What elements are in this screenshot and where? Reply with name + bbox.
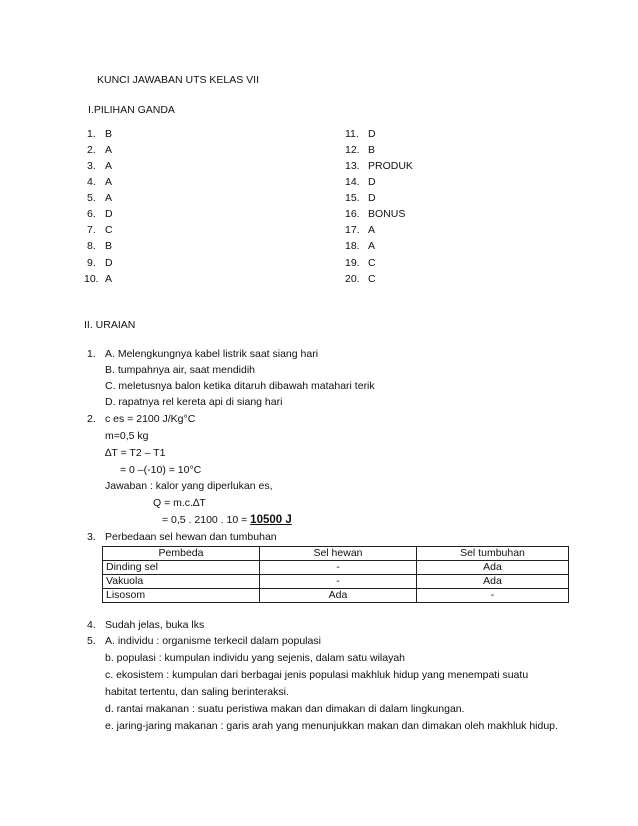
question-number: 1.	[87, 348, 96, 360]
table-header-row	[103, 547, 569, 561]
final-answer: 10500 J	[250, 514, 292, 526]
list-item: A	[368, 224, 376, 236]
list-item: A	[105, 176, 113, 188]
answer-line: Perbedaan sel hewan dan tumbuhan	[105, 531, 277, 543]
question-number: 3.	[87, 531, 96, 543]
list-item: D	[105, 208, 113, 220]
table-header: Sel hewan	[260, 547, 417, 561]
table-cell: Ada	[417, 575, 569, 589]
answer-line: d. rantai makanan : suatu peristiwa makan dan dimakan di dalam lingkungan.	[105, 703, 465, 715]
list-item: C	[105, 224, 113, 236]
list-item: C	[368, 273, 376, 285]
answer-line: b. populasi : kumpulan individu yang sejenis, dalam satu wilayah	[105, 652, 406, 664]
list-item: 20.	[345, 273, 360, 285]
answer-line	[162, 513, 292, 527]
table-row	[103, 575, 569, 589]
answer-line: Q = m.c.∆T	[153, 497, 206, 509]
list-item: 2.	[87, 144, 96, 156]
table-cell: Ada	[260, 589, 417, 603]
table-cell: Lisosom	[103, 589, 260, 603]
list-item: A	[368, 240, 376, 252]
section-multiple-choice-heading: I.PILIHAN GANDA	[88, 104, 175, 116]
list-item: BONUS	[368, 208, 406, 220]
list-item: 16.	[345, 208, 360, 220]
answer-line: B. tumpahnya air, saat mendidih	[105, 364, 256, 376]
list-item: B	[105, 128, 113, 140]
table-cell: -	[417, 589, 569, 603]
list-item: C	[368, 257, 376, 269]
answer-line: m=0,5 kg	[105, 430, 149, 442]
table-cell: Dinding sel	[103, 561, 260, 575]
table-row	[103, 561, 569, 575]
answer-line: e. jaring-jaring makanan : garis arah yang menunjukkan makan dan dimakan oleh makhluk hidup.	[105, 720, 558, 732]
answer-line: C. meletusnya balon ketika ditaruh dibawah matahari terik	[105, 380, 375, 392]
answer-line: D. rapatnya rel kereta api di siang hari	[105, 396, 283, 408]
answer-line: habitat tertentu, dan saling berinteraksi.	[105, 686, 289, 698]
question-number: 4.	[87, 619, 96, 631]
list-item: D	[368, 176, 376, 188]
list-item: 9.	[87, 257, 96, 269]
answer-line: c. ekosistem : kumpulan dari berbagai jenis populasi makhluk hidup yang menempati suatu	[105, 669, 529, 681]
list-item: A	[105, 192, 113, 204]
document-title: KUNCI JAWABAN UTS KELAS VII	[97, 74, 260, 86]
table-cell: -	[260, 561, 417, 575]
answer-line: Sudah jelas, buka lks	[105, 619, 205, 631]
question-number: 5.	[87, 635, 96, 647]
table-header: Sel tumbuhan	[417, 547, 569, 561]
answer-line: A. Melengkungnya kabel listrik saat siang hari	[105, 348, 319, 360]
list-item: A	[105, 273, 113, 285]
list-item: 5.	[87, 192, 96, 204]
list-item: 18.	[345, 240, 360, 252]
section-essay-heading: II. URAIAN	[84, 319, 136, 331]
answer-line: c es = 2100 J/Kg°C	[105, 413, 196, 425]
list-item: 17.	[345, 224, 360, 236]
list-item: 13.	[345, 160, 360, 172]
list-item: D	[105, 257, 113, 269]
list-item: 7.	[87, 224, 96, 236]
list-item: 14.	[345, 176, 360, 188]
list-item: 3.	[87, 160, 96, 172]
list-item: 4.	[87, 176, 96, 188]
list-item: 10.	[84, 273, 99, 285]
table-cell: Ada	[417, 561, 569, 575]
cell-comparison-table	[102, 546, 569, 603]
list-item: 15.	[345, 192, 360, 204]
answer-line: = 0 –(-10) = 10°C	[120, 464, 202, 476]
list-item: 8.	[87, 240, 96, 252]
table-header: Pembeda	[103, 547, 260, 561]
table-row	[103, 589, 569, 603]
list-item: 19.	[345, 257, 360, 269]
answer-line: A. individu : organisme terkecil dalam populasi	[105, 635, 321, 647]
table-cell: -	[260, 575, 417, 589]
list-item: A	[105, 144, 113, 156]
list-item: 1.	[87, 128, 96, 140]
list-item: D	[368, 192, 376, 204]
list-item: D	[368, 128, 376, 140]
calculation: = 0,5 . 2100 . 10 =	[162, 514, 248, 526]
question-number: 2.	[87, 413, 96, 425]
list-item: B	[105, 240, 113, 252]
list-item: 12.	[345, 144, 360, 156]
answer-line: Jawaban : kalor yang diperlukan es,	[105, 480, 273, 492]
list-item: B	[368, 144, 376, 156]
list-item: 6.	[87, 208, 96, 220]
list-item: PRODUK	[368, 160, 413, 172]
list-item: A	[105, 160, 113, 172]
answer-line: ∆T = T2 – T1	[105, 447, 166, 459]
table-cell: Vakuola	[103, 575, 260, 589]
list-item: 11.	[345, 128, 359, 140]
